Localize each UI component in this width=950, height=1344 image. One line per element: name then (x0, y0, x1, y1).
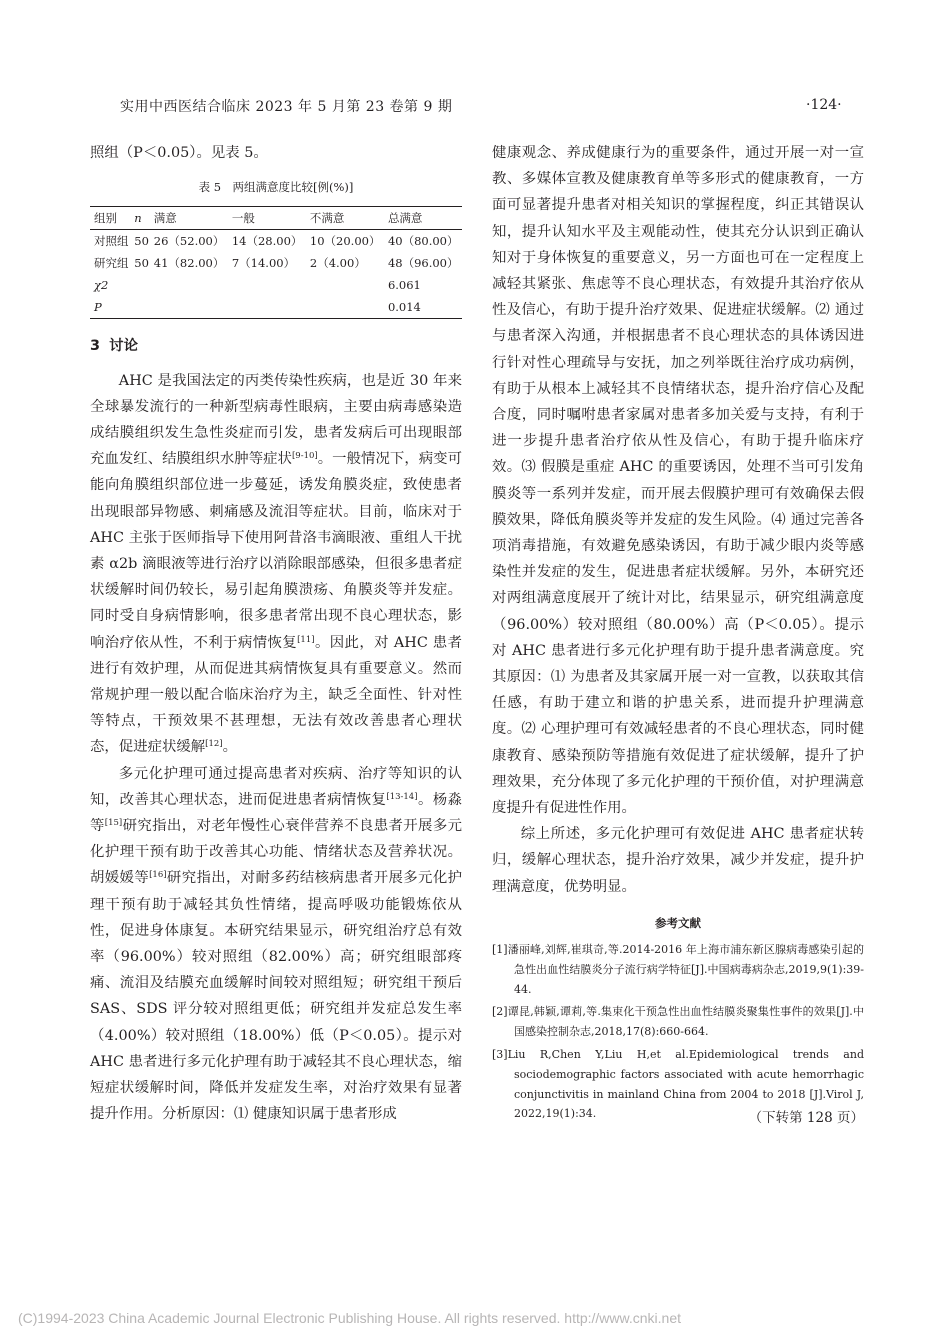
table-cell (150, 296, 228, 319)
table-row (90, 230, 462, 253)
left-column (90, 140, 462, 1128)
text-run: 。 (222, 739, 237, 756)
table-cell: 26（52.00） (153, 234, 225, 249)
discussion-paragraph-2 (90, 761, 462, 1128)
text-run: 。杨淼等 (90, 791, 462, 835)
citation: [13-14] (386, 791, 418, 802)
col-header: n (130, 207, 150, 230)
text-run: 。一般情况下，病变可能向角膜组织部位进一步蔓延，诱发角膜炎症，致使患者出现眼部异物感、刺痛感及流泪等症状。目前，临床对于 AHC 主张于医师指导下使用阿昔洛韦滴眼液、重组人干扰素 α2b 滴眼液等进行治疗以消除眼部感染，但很多患者症状缓解时间仍较长，易引起角膜溃疡、角膜炎等并发症。同时受自身病情影响，很多患者常出现不良心理状态，影响治疗依从性，不利于病情恢复 (90, 451, 462, 651)
continued-note: （下转第 128 页） (748, 1110, 864, 1127)
text-run: 。因此，对 AHC 患者进行有效护理，从而促进其病情恢复具有重要意义。然而常规护理一般以配合临床治疗为主，缺乏全面性、针对性等特点，干预效果不甚理想，无法有效改善患者心理状态，促进症状缓解 (90, 634, 462, 756)
table-cell: 对照组 (94, 234, 129, 249)
text-run: 研究指出，对老年慢性心衰伴营养不良患者开展多元化护理干预有助于改善其心功能、情绪状态及营养状况。胡媛媛等 (90, 818, 462, 887)
table-cell: 2（4.00） (309, 256, 366, 271)
table-cell: 7（14.00） (231, 256, 296, 271)
discussion-paragraph-1 (90, 368, 462, 761)
reference-item: [1]潘丽峰,刘辉,崔琪奇,等.2014-2016 年上海市浦东新区腺病毒感染引起的急性出血性结膜炎分子流行病学特征[J].中国病毒病杂志,2019,9(1):39-44. (492, 943, 864, 996)
table-cell (130, 274, 150, 296)
journal-header: 实用中西医结合临床 2023 年 5 月第 23 卷第 9 期 (120, 99, 453, 115)
citation: [15] (104, 818, 123, 829)
intro-line: 照组（P＜0.05）。见表 5。 (90, 145, 268, 161)
table-cell: 6.061 (387, 278, 421, 293)
col-header: 一般 (228, 207, 306, 230)
reference-item: [2]谭昆,韩颖,谭莉,等.集束化干预急性出血性结膜炎聚集性事件的效果[J].中国感染控制杂志,2018,17(8):660-664. (492, 1005, 864, 1039)
col-header: 组别 (90, 207, 130, 230)
discussion-paragraph-3: 健康观念、养成健康行为的重要条件，通过开展一对一宣教、多媒体宣教及健康教育单等多形式的健康教育，一方面可显著提升患者对相关知识的掌握程度，纠正其错误认知，提升认知水平及主观能动性，使其充分认识到正确认知对于身体恢复的重要意义，另一方面也可在一定程度上减轻其紧张、焦虑等不良心理状态，有效提升其治疗依从性及信心，有助于提升治疗效果、促进症状缓解。⑵ 通过与患者深入沟通，并根据患者不良心理状态的具体诱因进行针对性心理疏导与安抚，加之列举既往治疗成功病例，有助于从根本上减轻其不良情绪状态，提升治疗信心及配合度，同时嘱咐患者家属对患者多加关爱与支持，有利于进一步提升患者治疗依从性及信心，有助于提升临床疗效。⑶ 假膜是重症 AHC 的重要诱因，处理不当可引发角膜炎等一系列并发症，而开展去假膜护理可有效确保去假膜效果，降低角膜炎等并发症的发生风险。⑷ 通过完善各项消毒措施，有效避免感染诱因，有助于减少眼内炎等感染性并发症的发生，促进患者症状缓解。另外，本研究还对两组满意度展开了统计对比，结果显示，研究组满意度（96.00%）较对照组（80.00%）高（P＜0.05）。提示对 AHC 患者进行多元化护理有助于提升患者满意度。究其原因：⑴ 为患者及其家属开展一对一宣教，以获取其信任感，有助于建立和谐的护患关系，进而提升护理满意度。⑵ 心理护理可有效减轻患者的不良心理状态，同时健康教育、感染预防等措施有效促进了症状缓解，提升了护理效果，充分体现了多元化护理的干预价值，对护理满意度提升有促进性作用。 (492, 145, 864, 817)
col-header: 满意 (150, 207, 228, 230)
table-cell: 10（20.00） (309, 234, 381, 249)
satisfaction-table (90, 206, 462, 319)
col-header: 不满意 (306, 207, 384, 230)
references-title: 参考文献 (655, 915, 701, 930)
table-cell (228, 274, 306, 296)
table-caption: 表 5 两组满意度比较[例(%)] (198, 180, 354, 195)
section-heading (90, 333, 462, 359)
citation: [16] (149, 870, 167, 881)
citation: [11] (297, 634, 315, 645)
citation: [12] (205, 739, 223, 750)
table-header-row (90, 207, 462, 230)
table-cell (306, 296, 384, 319)
table-cell: χ2 (94, 278, 109, 293)
table-cell: 48（96.00） (387, 256, 459, 271)
reference-item: [3]Liu R,Chen Y,Liu H,et al.Epidemiological trends and sociodemographic factors associated with acute hemorrhagic conjunctivitis in mainland China from 2004 to 2018 [J].Virol J, 2022,19(1):34. (492, 1048, 864, 1121)
table-cell: 0.014 (384, 296, 462, 319)
table-row (90, 296, 462, 319)
text-run: AHC 是我国法定的丙类传染性疾病，也是近 30 年来全球暴发流行的一种新型病毒性眼病，主要由病毒感染造成结膜组织发生急性炎症而引发，患者发病后可出现眼部充血发红、结膜组织水肿等症状 (90, 372, 462, 468)
table-cell (228, 296, 306, 319)
section-number: 3 (90, 338, 101, 355)
page-number: ·124· (806, 97, 842, 113)
section-title: 讨论 (109, 338, 138, 355)
text-run: 多元化护理可通过提高患者对疾病、治疗等知识的认知，改善其心理状态，进而促进患者病情恢复 (90, 765, 462, 808)
conclusion-paragraph: 综上所述，多元化护理可有效促进 AHC 患者症状转归，缓解心理状态，提升治疗效果，减少并发症，提升护理满意度，优势明显。 (492, 826, 864, 895)
table-cell: 50 (134, 234, 149, 249)
table-cell: 50 (134, 256, 149, 271)
right-column (492, 140, 864, 1131)
table-cell: 40（80.00） (387, 234, 459, 249)
table-cell: 研究组 (94, 256, 129, 271)
table-cell (306, 274, 384, 296)
table-cell: P (90, 296, 130, 319)
table-row (90, 252, 462, 274)
table-cell: 14（28.00） (231, 234, 303, 249)
table-cell (130, 296, 150, 319)
table-cell: 41（82.00） (153, 256, 225, 271)
text-run: 研究指出，对耐多药结核病患者开展多元化护理干预有助于减轻其负性情绪，提高呼吸功能锻炼依从性，促进身体康复。本研究结果显示，研究组治疗总有效率（96.00%）较对照组（82.00%）高；研究组眼部疼痛、流泪及结膜充血缓解时间较对照组短；研究组干预后 SAS、SDS 评分较对照组更低；研究组并发症总发生率（4.00%）较对照组（18.00%）低（P＜0.05）。提示对 AHC 患者进行多元化护理有助于减轻其不良心理状态，缩短症状缓解时间，降低并发症发生率，对治疗效果有显著提升作用。分析原因：⑴ 健康知识属于患者形成 (90, 870, 462, 1123)
copyright-footer: (C)1994-2023 China Academic Journal Electronic Publishing House. All rights reserved. http://www.cnki.net (18, 1310, 681, 1326)
table-cell (150, 274, 228, 296)
table-row (90, 274, 462, 296)
col-header: 总满意 (384, 207, 462, 230)
citation: [9-10] (291, 451, 318, 462)
